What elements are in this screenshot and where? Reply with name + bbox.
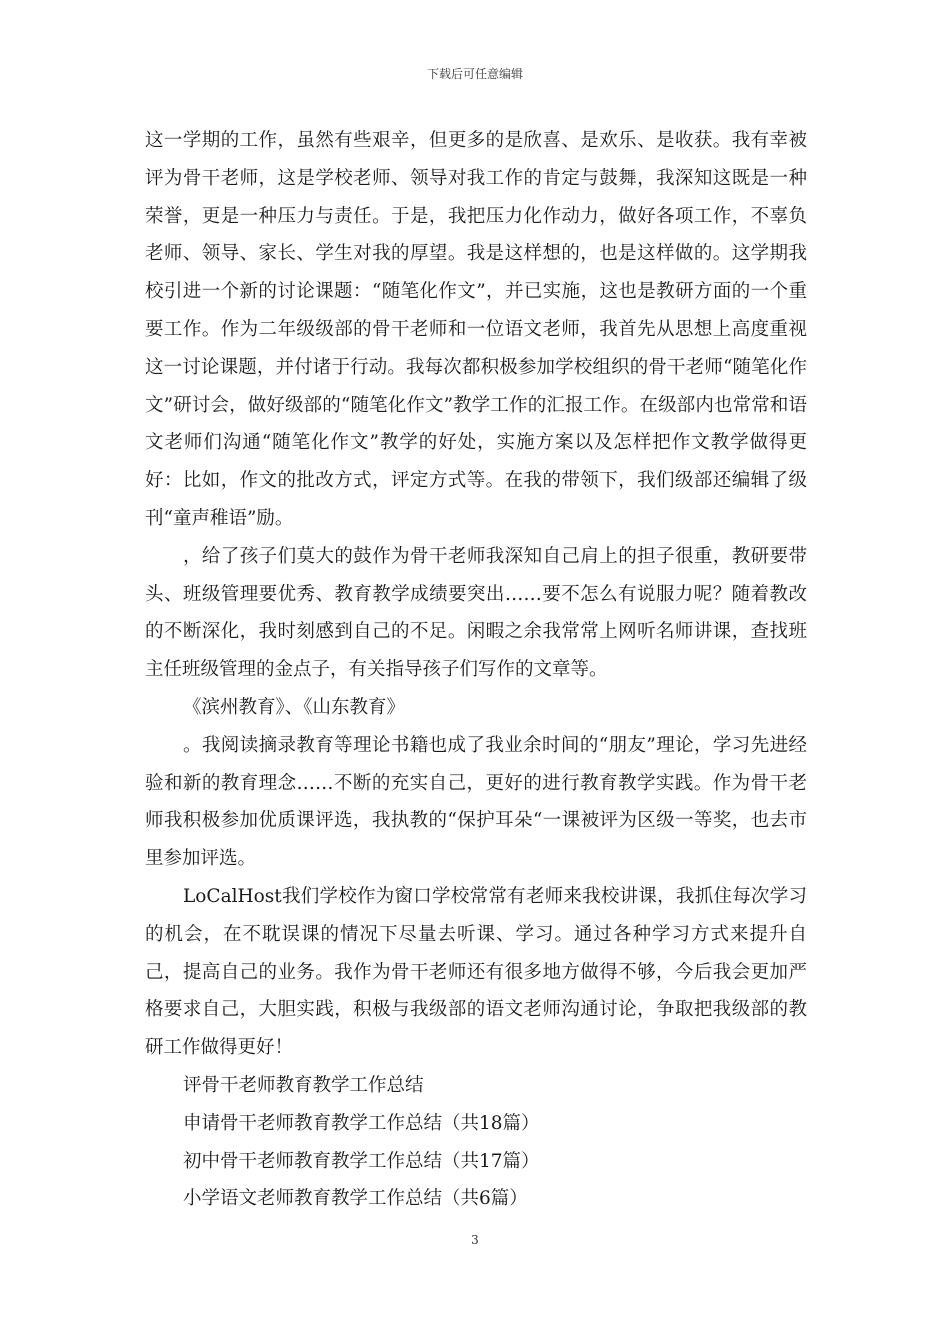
page-header: 下载后可任意编辑 — [426, 67, 523, 81]
page-number: 3 — [471, 1233, 479, 1247]
related-title-3: 初中骨干老师教育教学工作总结（共17篇） — [183, 1150, 540, 1172]
paragraph-2: ，给了孩子们莫大的鼓作为骨干老师我深知自己肩上的担子很重，教研要带头、班级管理要优秀、教育教学成绩要突出……要不怎么有说服力呢？随着教改的不断深化，我时刻感到自己的不足。闲暇之余我常常上网听名师讲课，查找班主任班级管理的金点子，有关指导孩子们写作的文章等。 — [145, 545, 807, 681]
paragraph-1: 这一学期的工作，虽然有些艰辛，但更多的是欣喜、是欢乐、是收获。我有幸被评为骨干老师，这是学校老师、领导对我工作的肯定与鼓舞，我深知这既是一种荣誉，更是一种压力与责任。于是，我把压力化作动力，做好各项工作，不辜负老师、领导、家长、学生对我的厚望。我是这样想的，也是这样做的。这学期我校引进一个新的讨论课题：“随笔化作文”，并已实施，这也是教研方面的一个重要工作。作为二年级级部的骨干老师和一位语文老师，我首先从思想上高度重视这一讨论课题，并付诸于行动。我每次都积极参加学校组织的骨干老师“随笔化作文”研讨会，做好级部的“随笔化作文”教学工作的汇报工作。在级部内也常常和语文老师们沟通“随笔化作文”教学的好处，实施方案以及怎样把作文教学做得更好：比如，作文的批改方式，评定方式等。在我的带领下，我们级部还编辑了级刊“童声稚语”励。 — [145, 130, 807, 529]
paragraph-3: 《滨州教育》、《山东教育》 — [183, 696, 406, 718]
related-title-4: 小学语文老师教育教学工作总结（共6篇） — [183, 1188, 528, 1210]
document-body — [145, 122, 807, 1218]
paragraph-4: 。我阅读摘录教育等理论书籍也成了我业余时间的“朋友”理论，学习先进经验和新的教育理念……不断的充实自己，更好的进行教育教学实践。作为骨干老师我积极参加优质课评选，我执教的“保护耳朵“一课被评为区级一等奖，也去市里参加评选。 — [145, 734, 807, 870]
related-title-1: 评骨干老师教育教学工作总结 — [183, 1074, 424, 1096]
related-title-2: 申请骨干老师教育教学工作总结（共18篇） — [183, 1112, 540, 1134]
paragraph-5: LoCalHost我们学校作为窗口学校常常有老师来我校讲课，我抓住每次学习的机会，在不耽误课的情况下尽量去听课、学习。通过各种学习方式来提升自己，提高自己的业务。我作为骨干老师还有很多地方做得不够，今后我会更加严格要求自己，大胆实践，积极与我级部的语文老师沟通讨论，争取把我级部的教研工作做得更好！ — [145, 885, 807, 1059]
